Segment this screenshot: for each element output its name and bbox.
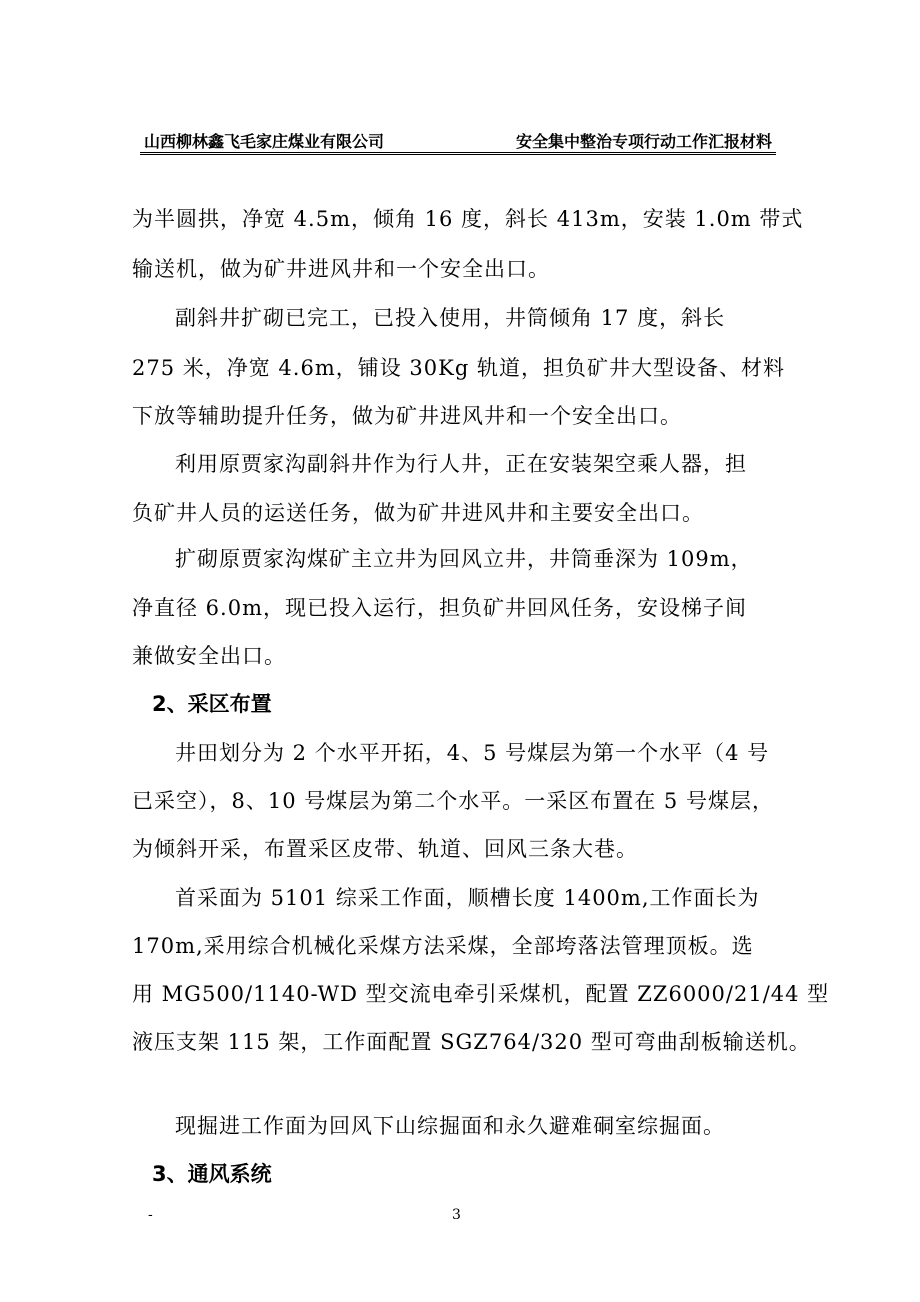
paragraph-line: 利用原贾家沟副斜井作为行人井，正在安装架空乘人器，担 xyxy=(175,452,747,476)
paragraph-line: 为半圆拱，净宽 4.5m，倾角 16 度，斜长 413m，安装 1.0m 带式 xyxy=(132,207,804,231)
paragraph-line: 已采空），8、10 号煤层为第二个水平。一采区布置在 5 号煤层， xyxy=(132,789,774,813)
section-heading-3: 3、通风系统 xyxy=(152,1162,272,1186)
paragraph-line: 下放等辅助提升任务，做为矿井进风井和一个安全出口。 xyxy=(132,404,682,428)
paragraph-line: 为倾斜开采，布置采区皮带、轨道、回风三条大巷。 xyxy=(132,837,638,861)
paragraph-line: 首采面为 5101 综采工作面，顺槽长度 1400m,工作面长为 xyxy=(175,886,760,910)
paragraph-line: 275 米，净宽 4.6m，铺设 30Kg 轨道，担负矿井大型设备、材料 xyxy=(132,356,785,380)
header-company-name: 山西柳林鑫飞毛家庄煤业有限公司 xyxy=(144,132,385,151)
paragraph-line: 兼做安全出口。 xyxy=(132,644,286,668)
paragraph-line: 扩砌原贾家沟煤矿主立井为回风立井，井筒垂深为 109m， xyxy=(175,547,753,571)
header-report-title: 安全集中整治专项行动工作汇报材料 xyxy=(515,132,772,151)
paragraph-line: 副斜井扩砌已完工，已投入使用，井筒倾角 17 度，斜长 xyxy=(175,306,726,330)
paragraph-line: 170m,采用综合机械化采煤方法采煤，全部垮落法管理顶板。选 xyxy=(132,934,754,958)
paragraph-line: 现掘进工作面为回风下山综掘面和永久避难硐室综掘面。 xyxy=(175,1114,725,1138)
paragraph-line: 输送机，做为矿井进风井和一个安全出口。 xyxy=(132,257,550,281)
paragraph-line: 净直径 6.0m，现已投入运行，担负矿井回风任务，安设梯子间 xyxy=(132,596,747,620)
page-number: 3 xyxy=(452,1207,461,1223)
paragraph-line: 井田划分为 2 个水平开拓，4、5 号煤层为第一个水平（4 号 xyxy=(175,741,770,765)
footer-dash: - xyxy=(148,1207,153,1223)
section-heading-2: 2、采区布置 xyxy=(152,692,272,716)
paragraph-line: 用 MG500/1140-WD 型交流电牵引采煤机，配置 ZZ6000/21/44 型 xyxy=(132,982,830,1006)
paragraph-line: 负矿井人员的运送任务，做为矿井进风井和主要安全出口。 xyxy=(132,501,704,525)
paragraph-line: 液压支架 115 架，工作面配置 SGZ764/320 型可弯曲刮板输送机。 xyxy=(132,1030,811,1054)
page-header xyxy=(140,126,776,155)
